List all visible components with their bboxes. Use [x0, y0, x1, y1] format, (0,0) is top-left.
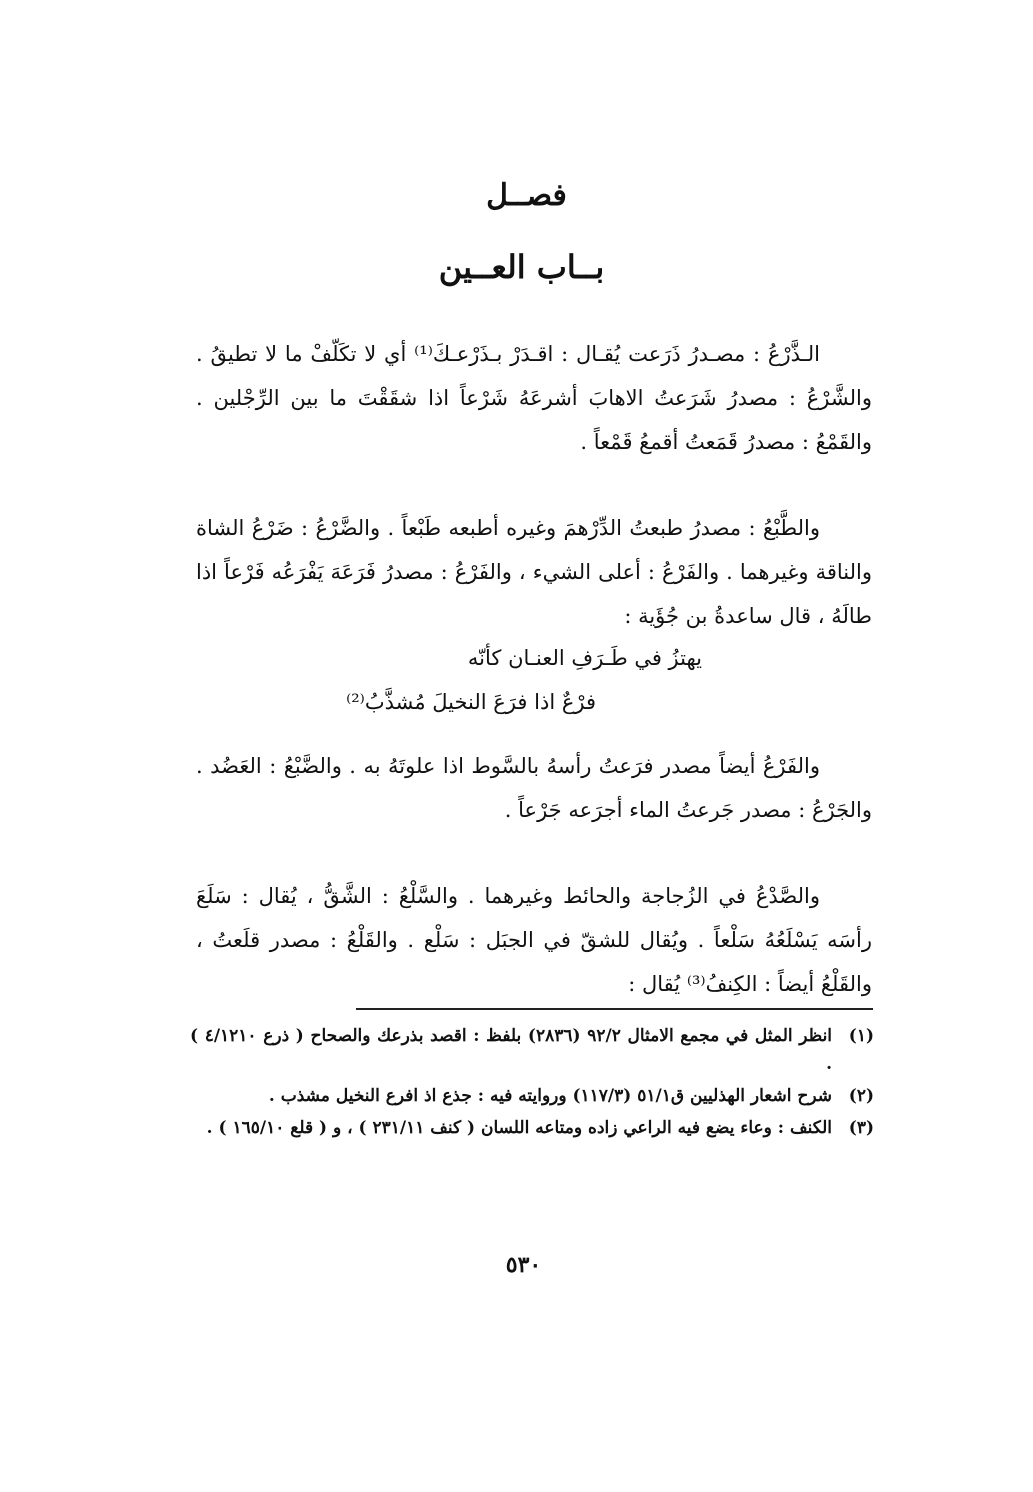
paragraph: والفَرْعُ أيضاً مصدر فرَعتُ رأسهُ بالسَّوط اذا علوتَهُ به . والضَّبْعُ : العَضُد . والجَرْعُ : مصدر جَرعتُ الماء أجرَعه جَرْعاً .	[196, 754, 872, 822]
footnote-text: شرح اشعار الهذليين ق٥١/١ (١١٧/٣) وروايته فيه : جذع اذ افرع النخيل مشذب .	[268, 1086, 832, 1106]
footnote-text: انظر المثل في مجمع الامثال ٩٢/٢ (٢٨٣٦) بلفظ : اقصد بذرعك والصحاح ( ذرع ٤/١٢١٠ ) .	[190, 1026, 833, 1074]
section-heading: فصــل	[486, 178, 567, 213]
verse-second-hemistich: فرْعٌ اذا فرَعَ النخيلَ مُشذَّبُ⁽²⁾	[346, 690, 596, 714]
paragraph: والطَّبْعُ : مصدرُ طبعتُ الدِّرْهمَ وغيره أطبعه طَبْعاً . والضَّرْعُ : ضَرْعُ الشاة والناقة وغيرهما . والفَرْعُ : أعلى الشيء ، والفَرْعُ : مصدرُ فَرَعَهَ يَفْرَعُه فَرْعاً اذا طالَهُ ، قال ساعدةُ بن جُؤَية :	[196, 516, 872, 628]
footnotes	[190, 1022, 874, 1146]
paragraph: الـذَّرْعُ : مصـدرُ ذَرَعت يُقـال : اقـدَرْ بـذَرْعـكَ⁽¹⁾ أي لا تكَلّفْ ما لا تطيقُ . والشَّرْعُ : مصدرُ شَرَعتُ الاهابَ أشرعَهُ شَرْعاً اذا شقَقْتَ ما بين الرِّجْلين . والقَمْعُ : مصدرُ قَمَعتُ أقمعُ قَمْعاً .	[196, 342, 872, 454]
chapter-heading: بــاب العــين	[438, 248, 605, 286]
footnote-number: (٣)	[848, 1118, 874, 1138]
paragraph: والصَّدْعُ في الزُجاجة والحائط وغيرهما . والسَّلْعُ : الشَّقُّ ، يُقال : سَلَعَ رأسَه يَسْلَعُهُ سَلْعاً . ويُقال للشقّ في الجبَل : سَلْع . والقَلْعُ : مصدر قلَعتُ ، والقَلْعُ أيضاً : الكِنفُ⁽³⁾ يُقال :	[196, 884, 872, 996]
footnote-text: الكنف : وعاء يضع فيه الراعي زاده ومتاعه اللسان ( كنف ٢٣١/١١ ) ، و ( قلع ١٦٥/١٠ ) .	[206, 1118, 832, 1138]
footnote-divider	[356, 1008, 873, 1010]
footnote-number: (١)	[848, 1026, 874, 1046]
footnote-number: (٢)	[848, 1086, 874, 1106]
footnote	[190, 1082, 874, 1110]
footnote	[190, 1114, 874, 1142]
verse-first-hemistich: يهتزُ في طَـرَفِ العنـان كأنّه	[467, 646, 702, 670]
page-number: ٥٣٠	[505, 1252, 542, 1278]
footnote	[190, 1022, 874, 1078]
